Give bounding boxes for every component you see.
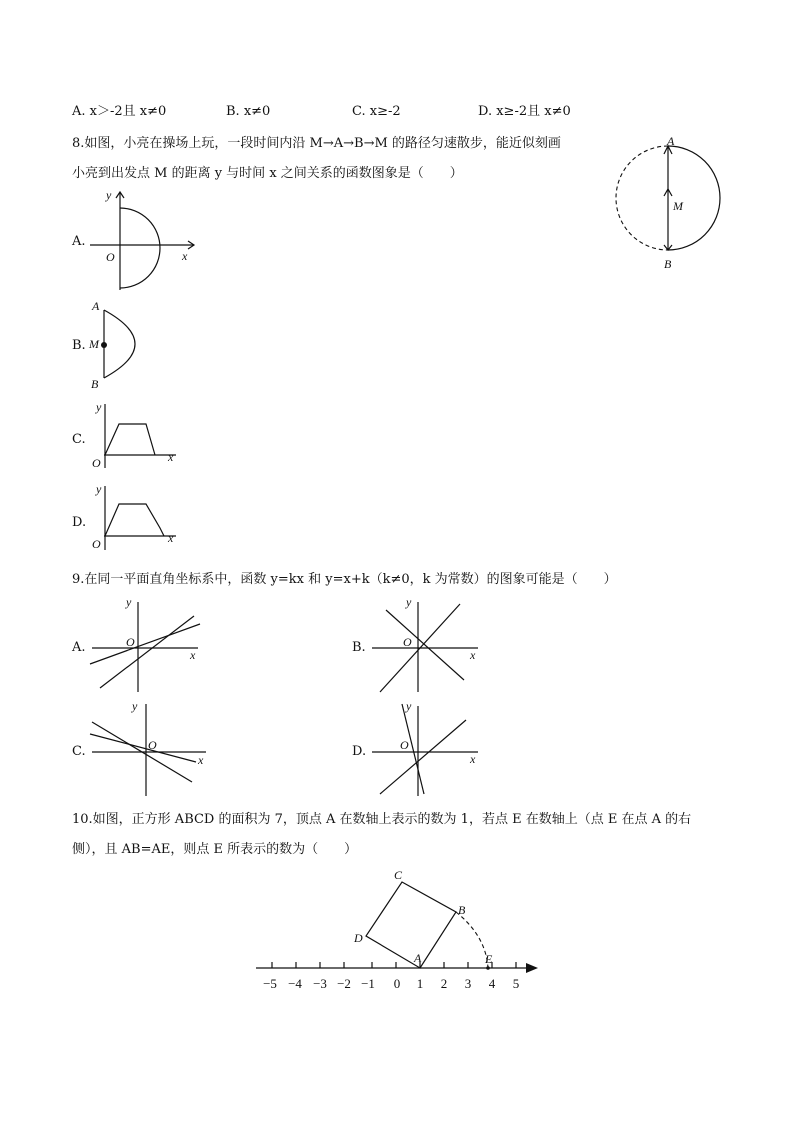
loop-curve bbox=[104, 310, 135, 378]
trapezoid-graph bbox=[105, 504, 164, 536]
q9-option-d-graph bbox=[366, 698, 496, 798]
label-a: A bbox=[667, 134, 675, 148]
q9-option-b-graph bbox=[366, 594, 496, 694]
tick-label: 1 bbox=[416, 976, 424, 991]
q9-option-a-graph bbox=[86, 594, 216, 694]
origin-label: O bbox=[92, 537, 101, 551]
origin-label: O bbox=[148, 738, 157, 752]
label-m: M bbox=[89, 337, 99, 351]
tick-label: 4 bbox=[488, 976, 496, 991]
tick-label: −3 bbox=[313, 976, 327, 991]
q8-option-b-label: B. bbox=[72, 338, 86, 353]
y-axis-label: y bbox=[126, 595, 132, 609]
q9-option-c-graph bbox=[86, 698, 216, 798]
line-kx bbox=[100, 616, 194, 688]
q8-option-c-graph bbox=[86, 398, 186, 478]
label-c: C bbox=[394, 868, 403, 882]
q10-stem-line1: 10.如图，正方形 ABCD 的面积为 7，顶点 A 在数轴上表示的数为 1，若点 E 在数轴上（点 E 在点 A 的右 bbox=[72, 812, 692, 827]
x-axis-label: x bbox=[182, 249, 188, 263]
semicircle-curve bbox=[120, 208, 160, 288]
y-axis-label: y bbox=[132, 699, 138, 713]
origin-label: O bbox=[403, 635, 412, 649]
tick-label: 3 bbox=[464, 976, 472, 991]
line-x-plus-k bbox=[90, 734, 196, 762]
q8-option-a-label: A. bbox=[72, 234, 86, 249]
q9-stem: 9.在同一平面直角坐标系中，函数 y=kx 和 y=x+k（k≠0，k 为常数）的图象可能是（ ） bbox=[72, 572, 617, 587]
q7-option-b: B. x≠0 bbox=[226, 104, 271, 119]
q9-option-c-label: C. bbox=[72, 744, 86, 759]
line-kx bbox=[380, 720, 466, 794]
trapezoid-graph bbox=[105, 424, 155, 455]
q9-option-b-label: B. bbox=[352, 640, 366, 655]
x-axis-label: x bbox=[470, 752, 476, 766]
tick-label: −1 bbox=[361, 976, 375, 991]
q8-option-a-graph bbox=[86, 186, 206, 296]
y-axis-label: y bbox=[106, 188, 112, 202]
origin-label: O bbox=[126, 635, 135, 649]
label-b: B bbox=[458, 903, 466, 917]
x-axis-label: x bbox=[470, 648, 476, 662]
circle-dashed-left-arc bbox=[616, 146, 668, 250]
line-x-plus-k bbox=[386, 610, 464, 680]
number-line-arrow bbox=[526, 963, 538, 973]
start-point bbox=[101, 342, 107, 348]
line-x-plus-k bbox=[90, 624, 200, 664]
label-m: M bbox=[673, 199, 683, 213]
tick-label: 5 bbox=[512, 976, 520, 991]
q10-number-line-figure bbox=[254, 864, 554, 994]
q8-circle-figure bbox=[606, 134, 736, 274]
square-abcd bbox=[366, 882, 456, 968]
q7-option-d: D. x≥-2且 x≠0 bbox=[478, 104, 571, 119]
q7-option-c: C. x≥-2 bbox=[352, 104, 401, 119]
point-e-dot bbox=[486, 966, 490, 970]
label-a: A bbox=[92, 299, 100, 313]
q10-stem-line2: 侧），且 AB=AE，则点 E 所表示的数为（ ） bbox=[72, 842, 358, 857]
label-b: B bbox=[664, 257, 672, 271]
y-axis-label: y bbox=[96, 482, 102, 496]
label-e: E bbox=[485, 952, 493, 966]
x-axis-label: x bbox=[190, 648, 196, 662]
q9-option-a-label: A. bbox=[72, 640, 86, 655]
tick-label: 2 bbox=[440, 976, 448, 991]
label-a: A bbox=[414, 951, 422, 965]
y-axis-label: y bbox=[96, 400, 102, 414]
q8-option-c-label: C. bbox=[72, 432, 86, 447]
circle-solid-right-arc bbox=[668, 146, 720, 250]
label-d: D bbox=[354, 931, 363, 945]
x-axis-label: x bbox=[168, 531, 174, 545]
y-axis-label: y bbox=[406, 595, 412, 609]
tick-label: 0 bbox=[393, 976, 401, 991]
tick-label: −4 bbox=[288, 976, 302, 991]
label-b: B bbox=[91, 377, 99, 391]
q8-option-d-graph bbox=[86, 480, 186, 560]
q8-option-d-label: D. bbox=[72, 515, 87, 530]
q8-option-b-graph bbox=[86, 296, 166, 396]
origin-label: O bbox=[92, 456, 101, 470]
q7-option-a: A. x＞-2且 x≠0 bbox=[72, 104, 167, 119]
x-axis-label: x bbox=[168, 450, 174, 464]
q8-stem-line2: 小亮到出发点 M 的距离 y 与时间 x 之间关系的函数图象是（ ） bbox=[72, 166, 463, 181]
tick-marks bbox=[272, 962, 516, 968]
tick-label: −2 bbox=[337, 976, 351, 991]
tick-label: −5 bbox=[263, 976, 277, 991]
arc-b-to-e bbox=[456, 912, 488, 968]
q8-stem-line1: 8.如图，小亮在操场上玩，一段时间内沿 M→A→B→M 的路径匀速散步，能近似刻画 bbox=[72, 136, 561, 151]
origin-label: O bbox=[106, 250, 115, 264]
y-axis-label: y bbox=[406, 699, 412, 713]
x-axis-label: x bbox=[198, 753, 204, 767]
origin-label: O bbox=[400, 738, 409, 752]
q9-option-d-label: D. bbox=[352, 744, 367, 759]
